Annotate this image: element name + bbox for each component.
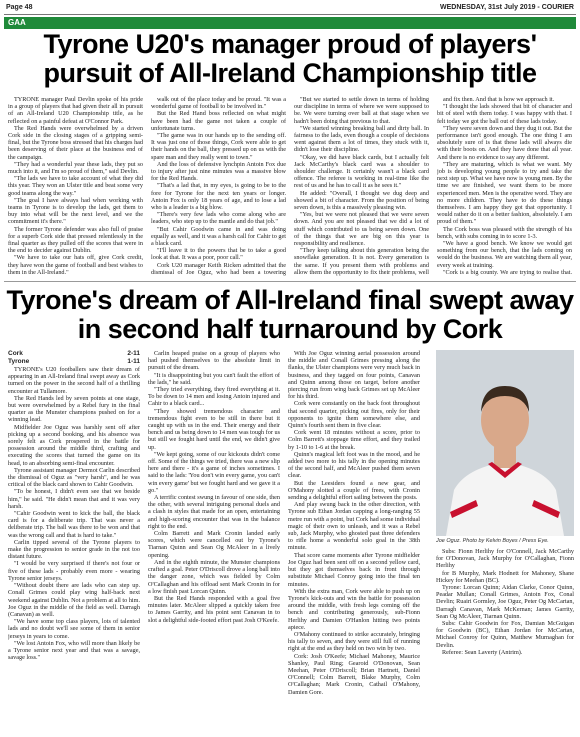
- story2-column: [148, 350, 280, 735]
- scoreline: [8, 350, 140, 366]
- score-row: [8, 350, 140, 358]
- story2-column: [288, 350, 420, 735]
- article-paragraph: The former Tyrone defender was also full of praise for a superb Cork side that pressed relentlessly in the final quarter as they pulled off the scores that were in the end to decider against Dublin.: [8, 225, 143, 255]
- page-number: Page 48: [6, 3, 33, 11]
- story1-column: [8, 96, 143, 276]
- article-paragraph: But the Leesiders found a new gear, and O'Mahony slotted a couple of frees, with Cronin sending a delightful effort sailing between the posts.: [288, 479, 420, 502]
- article-paragraph: Cork: Josh O'Keefe; Michael Mahoney, Maurice Shanley, Paul Ring; Gearoid O'Donovan, Sean Meehan, Peter O'Driscoll; Brian Hartnett, Daniel O'Connell; Colm Barrett, Blake Murphy, Colm O'Callaghan; Mark Cronin, Cathail O'Mahony, Damien Gore.: [288, 652, 420, 696]
- article-paragraph: "I thought the lads showed that bit of character and bit of steel with them today. I was happy with that. I felt today we got the ball out of these lads today.: [437, 103, 572, 125]
- article-paragraph: That score came moments after Tyrone midfielder Joe Oguz had been sent off on a second yellow card, but they got themselves back in front through substitute Michael Conroy going into the final ten minutes.: [288, 551, 420, 588]
- article-paragraph: "It is disappointing but you can't fault the effort of the lads," he said.: [148, 371, 280, 386]
- article-paragraph: "They showed tremendous character and tremendous fight even to be still in there but it caught up with us in the end. Their energy and their bench and us being down to 14 men was tough for us but still we fought hard until the end, we didn't give up.: [148, 407, 280, 451]
- page-header: [0, 0, 580, 14]
- article-paragraph: "Cahir Goodwin went to kick the ball, the black card is for a deliberate trip. That was never a deliberate trip. The ball was there to be won and that was the wrong call and that is hard to take.": [8, 510, 140, 539]
- article-paragraph: A terrific contest swung in favour of one side, then the other, with several intriguing personal duels and a clash in styles that made for an open, entertaining and high-scoring encounter that was in the balance right to the end.: [148, 494, 280, 530]
- score-value: 2-11: [127, 350, 140, 357]
- story-divider: [4, 281, 576, 282]
- article-paragraph: "The lads we have to take account of what they did this year. They won an Ulster title and beat some very good teams along the way.": [8, 175, 143, 197]
- article-paragraph: Carlin heaped praise on a group of players who had pushed themselves to the absolute limit in pursuit of the dream.: [148, 350, 280, 372]
- article-paragraph: "I'll leave it to the powers that be to take a good look at that. It was a poor, poor call.": [151, 247, 286, 262]
- story1-body: [8, 96, 572, 276]
- story1-column: [294, 96, 429, 276]
- article-paragraph: Colm Barrett and Mark Cronin landed early scores, which were cancelled out by Tyrone's Tiarnan Quinn and Sean Og McAleer in a lively opening.: [148, 530, 280, 559]
- article-paragraph: Quinn's magical left foot was in the mood, and he added two more to his tally in the opening minutes of the second half, and McAleer pushed them seven clear.: [288, 450, 420, 480]
- article-paragraph: for B Murphy, Mark Hodnett for Mahoney, Shane Hickey for Meehan (BC).: [436, 569, 574, 584]
- article-paragraph: With Joe Oguz winning aerial possession around the middle and Conall Grimes pressing along the flanks, the Ulster champions were very much back in business, and they tagged on four points, Canavan and Quinn among those on target, before another piercing run from wing back Grimes set up McAleer for his third.: [288, 350, 420, 401]
- article-paragraph: "The goal I have always had when working with teams in Tyrone is to develop the lads, get them to buy into what will be the next level, and we the commitment it's there.": [8, 196, 143, 226]
- section-label: GAA: [4, 17, 576, 29]
- article-paragraph: With the extra man, Cork were able to push up on Tyrone's kick-outs and win the battle for possession around the middle, with fresh legs coming off the bench and contributing generously, sub-Fionn Herlihy and Damien O'Hanlon hitting two points apiece.: [288, 587, 420, 631]
- article-paragraph: But the Red Hand boss reflected on what might have been had the game not taken a couple of unfortunate turns.: [151, 110, 286, 132]
- story1-column: [151, 96, 286, 276]
- article-paragraph: "They keep talking about this generation being the snowflake generation. It is not. Every generation is the same. If you present them with problems and allow them the opportunity to fix their problems, well: [294, 247, 429, 276]
- story2-headline: Tyrone's dream of All-Ireland final swept away in second half turnaround by Cork: [6, 285, 574, 344]
- article-paragraph: "That's a lad that, in my eyes, is going to be to the fore for Tyrone for the next ten years or longer. Antoin Fox is only 18 years of age, and to lose a lad who is a leader is a big blow.: [151, 182, 286, 212]
- article-paragraph: "There's very few lads who come along who are leaders, who step up to the mantle and do that job.": [151, 211, 286, 226]
- article-paragraph: "Yes, but we were not pleased that we were seven down. And you are not pleased that we did a lot of stuff which contributed to us being seven down. One of the things that we are big on this year is responsibility and resilience.: [294, 211, 429, 248]
- article-paragraph: "We have a good bench. We know we would get something from our bench, that the lads coming on would do the business. We are watching them all year, every week at training.: [437, 240, 572, 269]
- article-paragraph: "They tried everything, they fired everything at it. To be down to 14 men and losing Antoin injured and Cahir to a black card...: [148, 386, 280, 408]
- article-paragraph: Cork were constantly on the back foot throughout that second quarter, picking out fires, only for their opponents to ignite them somewhere else, and Quinn's fourth sent them in five clear.: [288, 400, 420, 430]
- article-paragraph: Subs: Fionn Herlihy for O'Connell, Jack McCarthy for O'Donovan, Jack Murphy for O'Callaghan, Fionn Herlihy: [436, 548, 574, 570]
- player-photo: [436, 350, 574, 536]
- article-paragraph: "They are maturing, which is what we want. My job is developing young people to try and take the next step up. What we have now is young men. By the time we are finished, we want them to be more experienced men. Men is the operative word. They are no more children. They have to do these things themselves. I am happy they got that opportunity. I would rather do it on a better fashion, absolutely. I am proud of them.": [437, 160, 572, 226]
- article-paragraph: TYRONE's U20 footballers saw their dream of appearing in an All-Ireland final swept away as Cork turned on the power in the second half of a thrilling encounter at Tullamore.: [8, 366, 140, 395]
- article-paragraph: The Red Hands led by seven points at one stage, but were overwhelmed by a Rebel fury in the final quarter as the Munster champions pushed on for a winning lead.: [8, 394, 140, 424]
- article-paragraph: Cork went 18 minutes without a score, prior to Colm Barrett's stoppage time effort, and they trailed by 1-10 to 1-6 at the break.: [288, 429, 420, 451]
- article-paragraph: And play swung back in the other direction, with Tyrone sub Ethan Jordan capping a long-ranging 55 metre run with a point, but Cork had some individual magic of their own to unleash, and it was a Rebel sub, Jack Murphy, who ghosted past three defenders to rifle home a wonderful solo goal in the 38th minute.: [288, 501, 420, 552]
- article-paragraph: "We kept going, some of our kickouts didn't come off. Some of the things we tried, there was a new slip here and there - it's a game of inches sometimes. I said to the lads: 'You don't win every game, you can't win every game' but we fought hard and we gave it a go.": [148, 450, 280, 494]
- article-paragraph: "Without doubt there are lads who can step up. Conall Grimes could play wing half-back next weekend against Dublin. Not a problem at all to him. Joe Oguz in the middle of the field as well. Darragh (Canavan) as well.: [8, 582, 140, 618]
- article-paragraph: "But we started to settle down in terms of holding our discipline in terms of where we were supposed to be. We were turning over ball at that stage when we hadn't been doing that previous to that.: [294, 96, 429, 125]
- player-photo-illustration: [436, 350, 574, 536]
- article-paragraph: "I would be very surprised if there's not four or five of these lads - probably even more - wearing Tyrone senior jerseys.: [8, 560, 140, 582]
- article-paragraph: "The game was in our hands up to the sending off. It was just one of those things, Cork were able to get their hands on the ball, they pressed up on us with the spare man and they really went to town.": [151, 132, 286, 161]
- article-paragraph: "Okay, we did have black cards, but I actually felt Jack McCarthy's black card was a shoulder to shoulder challenge. It certainly wasn't a black card offence. The referee is working in real-time like the rest of us and he has to call it as he sees it.": [294, 153, 429, 190]
- photo-caption: Joe Oguz. Photo by Kelvin Boyes / Press Eye.: [436, 538, 549, 544]
- story1-column: [437, 96, 572, 276]
- article-paragraph: Cork U20 manager Keith Ricken admitted that the dismissal of Joe Oguz, who had been a towering: [151, 261, 286, 276]
- article-paragraph: "But Cahir Goodwin came in and was doing equally as well, and it was a harsh call for Cahir to get a black card.: [151, 225, 286, 248]
- story1-headline: Tyrone U20's manager proud of players' pursuit of All-Ireland Championship title: [43, 29, 537, 88]
- article-paragraph: And the loss of defensive lynchpin Antoin Fox due to injury after just nine minutes was a massive blow for the Red Hands.: [151, 160, 286, 183]
- score-value: 1-11: [127, 358, 140, 365]
- article-paragraph: But the Red Hands responded with a goal five minutes later. McAleer slipped a quickly taken free to James Garrity, and his point sent Canavan in to slot a delightful side-footed effort past Josh O'Keefe.: [148, 594, 280, 624]
- article-paragraph: Carlin tipped several of the Tyrone players to make the progression to senior grade in the not too distant future.: [8, 538, 140, 561]
- article-paragraph: and fix then. And that is how we approach it.: [443, 96, 555, 103]
- article-paragraph: The Cork boss was pleased with the strength of his bench, with subs coming in to score 1-3.: [437, 225, 572, 240]
- score-team: Cork: [8, 350, 23, 357]
- article-paragraph: And in the eighth minute, the Munster champions crafted a goal. Peter O'Driscoll drove a long ball into the danger zone, which was fielded by Colm O'Callaghan and his offload sent Mark Cronin in for a low finish past Lorcan Quinn.: [148, 558, 280, 595]
- article-paragraph: walk out of the place today and be proud. "It was a wonderful game of football to be involved in.": [151, 96, 286, 111]
- story2-side-column: [436, 548, 574, 735]
- article-paragraph: The Red Hands were overwhelmed by a driven Cork side in the closing stages of a gripping semi-final, but the Tyrone boss stressed that his charges had been deserving of their place at the business end of the campaign.: [8, 124, 143, 161]
- story2-column: [436, 548, 574, 735]
- header-rule: [4, 14, 576, 15]
- article-paragraph: "They were seven down and they dug it out. But the performance isn't good enough. The one thing I am absolutely sure of is that these lads will always die with their boots on. And they have done that all year. And there is no evidence to say any different.: [437, 124, 572, 161]
- article-paragraph: "We have some top class players, lots of talented lads and no doubt we'll see some of them in senior jerseys in years to come.: [8, 618, 140, 640]
- story2-body: [8, 350, 422, 735]
- issue-date: WEDNESDAY, 31st July 2019 - COURIER: [440, 3, 574, 11]
- article-paragraph: Tyrone assistant manager Dermot Carlin described the dismissal of Oguz as "very harsh", and he was critical of the black card shown to Cahir Goodwin.: [8, 466, 140, 489]
- article-paragraph: "We have to take our hats off, give Cork credit, they have won the game of football and best wishes to them in the All-Ireland.": [8, 254, 143, 276]
- article-paragraph: "Cork is a big county. We are trying to realise that.: [443, 268, 572, 276]
- score-team: Tyrone: [8, 358, 30, 365]
- article-paragraph: Midfielder Joe Oguz was harshly sent off after picking up a second booking, and his absence was sorely felt as Cork prospered in the battle for possession around the middle third, crafting and executing the scores that turned the game on its head, to an absorbing semi-final encounter.: [8, 423, 140, 467]
- article-paragraph: TYRONE manager Paul Devlin spoke of his pride in a group of players that had given their all in pursuit of an All-Ireland U20 Championship title, as he reflected on a painful defeat at O'Connor Park.: [8, 96, 143, 125]
- article-paragraph: "To be honest, I didn't even see that we beside him," he said. "He didn't mean that and it was very harsh.: [8, 488, 140, 510]
- article-paragraph: Tyrone: Lorcan Quinn; Aidan Clarke, Conor Quinn, Peadar Mullan; Conall Grimes, Antoin Fox, Conal Devlin; Ruairi Gormley, Joe Oguz, Peter Og McCartan, Darragh Canavan, Mark McKernan; James Garrity, Sean Og McAleer, Tiarnan Quinn.: [436, 584, 574, 620]
- article-paragraph: Subs: Cahir Goodwin for Fox, Damian McGuigan for Goodwin (BC), Ethan Jordan for McCartan, Michael Conroy for Quinn, Matthew Murnaghan for Devlin.: [436, 620, 574, 649]
- article-paragraph: "They had a wonderful year these lads, they put so much into it, and I'm so proud of them," said Devlin.: [8, 160, 143, 176]
- score-row: [8, 358, 140, 366]
- story2-column: [8, 350, 140, 735]
- article-paragraph: He added: "Overall, I thought we dug deep and showed a bit of character. From the position of being seven down, is this a massively pleasing win.: [294, 189, 429, 212]
- article-paragraph: O'Mahony continued to strike accurately, bringing his tally to seven, and they were still full of running right at the end as they held on two win by two.: [288, 630, 420, 653]
- article-paragraph: "We lost Antoin Fox, who will more than likely be a Tyrone senior next year and that was a savage, savage loss.": [8, 639, 140, 662]
- article-paragraph: Referee: Sean Laverty (Antrim).: [442, 648, 523, 656]
- article-paragraph: "We started winning breaking ball and dirty ball. In fairness to the lads, even though a couple of decisions went against them a lot of times, they stuck with it, didn't lose their discipline.: [294, 124, 429, 154]
